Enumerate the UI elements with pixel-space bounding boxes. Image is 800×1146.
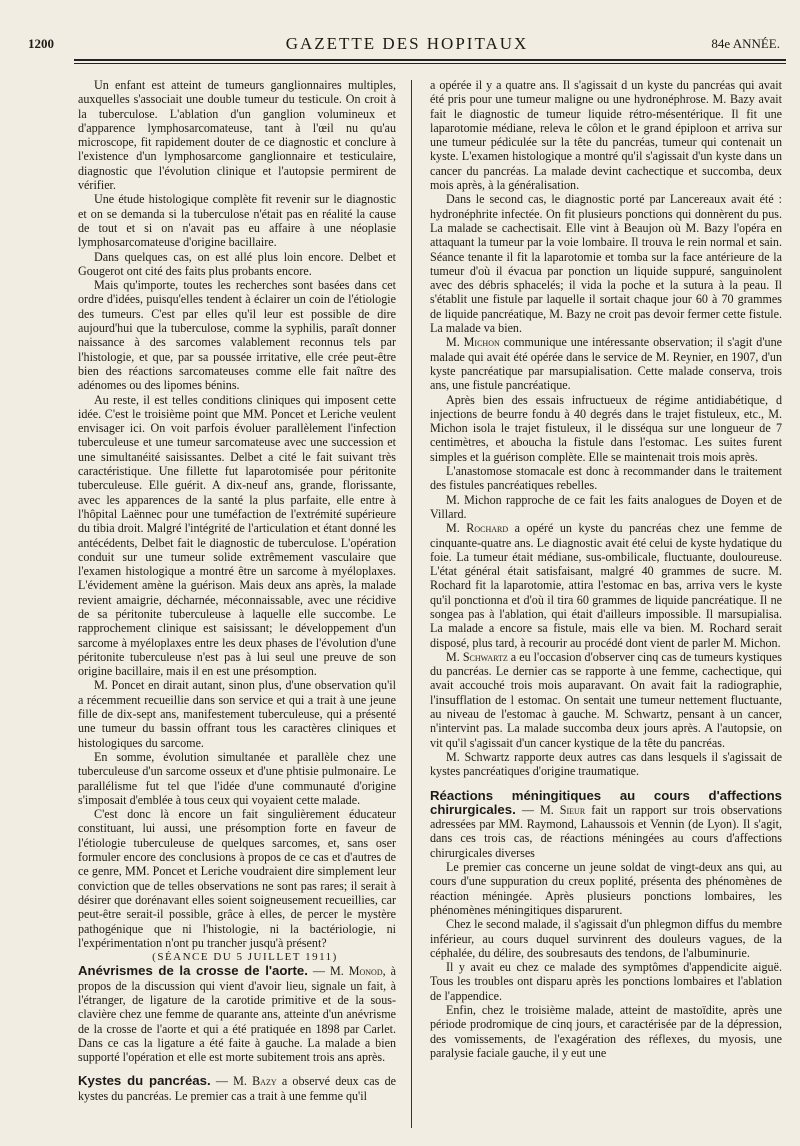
paragraph: L'anastomose stomacale est donc à recommander dans le traitement des fistules pancréatiques rebelles. <box>430 464 782 493</box>
section-text: fait un rapport sur trois observations adressées par MM. Raymond, Lahaussois et Vennin (de Lyon). Il s'agit, dans ces trois cas, de réactions méningées au cours d'affections chirurgicales diverses <box>430 802 782 860</box>
journal-title: GAZETTE DES HOPITAUX <box>285 34 529 53</box>
paragraph: M. Michon communique une intéressante observation; il s'agit d'une malade qui avait été opérée dans le service de M. Reynier, en 1907, d'un kyste pancréatique par marsupialisation. Cette malade conserva, trois ans, une fistule pancréatique. <box>430 335 782 393</box>
author-name: M. Michon <box>446 335 500 350</box>
author-name: M. Bazy <box>233 1074 277 1089</box>
paragraph: a opérée il y a quatre ans. Il s'agissait d un kyste du pancréas qui avait été pris pour une tumeur maligne ou une hydronéphrose. M. Bazy avait fait le diagnostic de tumeur liquide rétro-mésentérique. Il fit une laparotomie médiane, releva le côlon et le grand épiploon et arriva sur une tumeur pédiculée sur la tête du pancréas, tumeur qui contenait un kyste. L'examen histologique a montré qu'il s'agissait d'un kyste dans un cancer du pancréas. La malade devint cachectique et succomba, deux mois après, à la généralisation. <box>430 78 782 193</box>
author-name: M. Monod, <box>329 964 386 979</box>
sitting-date: (SÉANCE DU 5 JUILLET 1911) <box>152 951 338 964</box>
paragraph: Dans quelques cas, on est allé plus loin encore. Delbet et Gougerot ont cité des faits plus probants encore. <box>78 249 396 278</box>
section-title-pancreas: Kystes du pancréas. <box>78 1073 211 1089</box>
section-title-aneurysm: Anévrismes de la crosse de l'aorte. <box>78 963 308 979</box>
header-rule-thin <box>74 63 786 64</box>
paragraph: Un enfant est atteint de tumeurs ganglionnaires multiples, auxquelles s'associait une double tumeur du testicule. On croit à la tuberculose. L'ablation d'un ganglion volumineux et d'apparence lymphosarcomateuse, tant à l'œil nu qu'au microscope, fit rapidement douter de ce diagnostic et conclure à l'existence d'un lymphosarcome ganglionnaire et testiculaire, diagnostic que l'évolution clinique et l'autopsie permirent de vérifier. <box>78 78 396 193</box>
page-number: 1200 <box>28 36 54 51</box>
column-divider <box>411 80 412 1128</box>
author-name: M. Schwartz <box>446 649 508 664</box>
section-text: à propos de la discussion qui vient d'avoir lieu, signale un fait, à l'étranger, de ligature de la carotide primitive et de la sous-clavière chez une femme de quarante ans, atteinte d'un anévrisme de la crosse de l'aorte et qui a été pratiquée en 1898 par Carlet. Dans ce cas la ligature a été faite à gauche. La malade a bien supporté l'opération et elle est morte subitement trois ans après. <box>78 964 396 1065</box>
paragraph: M. Schwartz rapporte deux autres cas dans lesquels il s'agissait de kystes pancréatiques d'origine traumatique. <box>430 749 782 779</box>
paragraph: M. Michon rapproche de ce fait les faits analogues de Doyen et de Villard. <box>430 492 782 521</box>
paragraph: Le premier cas concerne un jeune soldat de vingt-deux ans qui, au cours d'une suppuration du creux poplité, présenta des phénomènes de réaction méningée. Après plusieurs ponctions lombaires, les phénomènes méningitiques disparurent. <box>430 860 782 917</box>
paragraph: Il y avait eu chez ce malade des symptômes d'appendicite aiguë. Tous les troubles ont disparu après les ponctions lombaires et l'ablation de l'appendice. <box>430 960 782 1003</box>
paragraph: M. Schwartz a eu l'occasion d'observer cinq cas de tumeurs kystiques du pancréas. Le dernier cas se rapporte à une femme, cachectique, qui avait accouché trois mois auparavant. On avait fait la radiographie, l'insufflation de l estomac. On sentait une tumeur nettement fluctuante, au niveau de l'estomac à gauche. M. Schwartz, pensant à un cancer, n'intervint pas. La malade succomba deux jours après. A l'autopsie, on vit qu'il s'agissait d'un cancer kystique de la tête du pancréas. <box>430 649 782 750</box>
paragraph: En somme, évolution simultanée et parallèle chez une tuberculeuse d'un sarcome osseux et d'une phtisie pulmonaire. Le parallélisme fut tel que l'idée d'une communauté d'origine s'imposait d'emblée à tous ceux qui voyaient cette malade. <box>78 749 396 807</box>
paragraph: Enfin, chez le troisième malade, atteint de mastoïdite, après une période prodromique de cinq jours, et caractérisée par de la dépression, des vomissements, de l'exagération des réflexes, du myosis, une paralysie faciale gauche, il y eut une <box>430 1003 782 1060</box>
section-text: a observé deux cas de kystes du pancréas. Le premier cas a trait à une femme qu'il <box>78 1074 396 1103</box>
paragraph: M. Poncet en dirait autant, sinon plus, d'une observation qu'il a récemment recueillie dans son service et qui a trait à une jeune fille de dix-sept ans, manifestement tuberculeuse, qui a présenté une tumeur du bassin offrant tous les caractères cliniques et histologiques du sarcome. <box>78 678 396 750</box>
paragraph: Mais qu'importe, toutes les recherches sont basées dans cet ordre d'idées, puisqu'elles tendent à éclairer un coin de l'étiologie des tumeurs. C'est par elles qu'il leur est possible de dire aujourd'hui que la tuberculose, comme la syphilis, paraît donner naissance à des sarcomes valablement reconnus tels par l'histologie, et que, par sa poussée irritative, elle crée peut-être bien des réactions sarcomateuses comme elle fait naître des adénomes ou des lipomes bénins. <box>78 278 396 393</box>
paragraph: Au reste, il est telles conditions cliniques qui imposent cette idée. C'est le troisième point que MM. Poncet et Leriche veulent envisager ici. On voit parfois évoluer parallèlement l'infection tuberculeuse et une tumeur sarcomateuse avec une succession et une simultanéité saisissantes. Delbet a cité le fait suivant très caractéristique. Une fillette fut laparotomisée pour péritonite tuberculeuse. Elle guérit. A dix-neuf ans, grande, florissante, avec les apparences de la santé la plus parfaite, elle entre à l'hôpital Laënnec pour une tuméfaction de l'extrémité supérieure du tibia droit. Malgré l'intégrité de l'articulation et étant donné les antécédents, Delbet fait le diagnostic de tuberculose. L'opération conduit sur une tumeur solide extrêmement vasculaire que l'examen histologique a montré être un sarcome à myéloplaxes. L'évidement amène la guérison. Mais deux ans après, la malade revient amaigrie, décharnée, méconnaissable, avec une récidive de sa péritonite tuberculeuse à laquelle elle succombe. Le rapprochement clinique est saisissant; le développement d'un sarcome à myéloplaxes entre les deux phases de l'évolution d'une péritonite tuberculeuse n'est pas à lui seul une preuve de son origine bacillaire, mais il en est une présomption. <box>78 392 396 679</box>
header-rule-thick <box>74 59 786 61</box>
section-title-reactions: Réactions méningitiques au cours d'affections chirurgicales. <box>430 787 782 817</box>
running-header <box>28 34 786 56</box>
volume-year: 84e ANNÉE. <box>711 36 780 51</box>
paragraph: M. Rochard a opéré un kyste du pancréas chez une femme de cinquante-quatre ans. Le diagnostic avait été celui de kyste hydatique du foie. La tumeur était médiane, sus-ombilicale, fluctuante, douloureuse. L'état général était satisfaisant, malgré 40 grammes de sucre. M. Rochard fit la laparotomie, attira l'estomac en bas, arriva vers le kyste qu'il ponctionna et d'où il tira 60 grammes de liquide pancréatique. Il ne songea pas à l'ablation, qui était d'ailleurs impossible. Il marsupialisa. La malade a encore sa fistule, mais elle va bien. M. Rochard serait disposé, plus tard, à recourir au procédé dont vient de parler M. Michon. <box>430 521 782 650</box>
left-column: Un enfant est atteint de tumeurs ganglionnaires multiples, auxquelles s'associait une double tumeur du testicule. On croit à la tuberculose. L'ablation d'un ganglion volumineux et d'apparence lymphosarcomateuse, tant à l'œil nu qu'au microscope, fit rapidement douter de ce diagnostic et conclure à l'existence d'un lymphosarcome ganglionnaire et testiculaire, diagnostic que l'évolution clinique et l'autopsie permirent de vérifier. Une étude histologique complète fit revenir sur le diagnostic et on se demanda si la tuberculose n'était pas en réalité la cause de tout et si on n'avait pas eu affaire à une néoplasie lymphosarcomateuse d'origine bacillaire. Dans quelques cas, on est allé plus loin encore. Delbet et Gougerot ont cité des faits plus probants encore. Mais qu'importe, toutes les recherches sont basées dans cet ordre d'idées, puisqu'elles tendent à éclairer un coin de l'étiologie des tumeurs. C'est par elles qu'il leur est possible de dire aujourd'hui que la tuberculose, comme la syphilis, paraît donner naissance à des sarcomes valablement reconnus tels par l'histologie, et que, par sa poussée irritative, elle crée peut-être bien des réactions sarcomateuses comme elle fait naître des adénomes ou des lipomes bénins. Au reste, il est telles conditions cliniques qui imposent cette idée. C'est le troisième point que MM. Poncet et Leriche veulent envisager ici. On voit parfois évoluer parallèlement l'infection tuberculeuse et une tumeur sarcomateuse avec une succession et une simultanéité saisissantes. Delbet a cité le fait suivant très caractéristique. Une fillette fut laparotomisée pour péritonite tuberculeuse. Elle guérit. A dix-neuf ans, grande, florissante, avec les apparences de la santé la plus parfaite, elle entre à l'hôpital Laënnec pour une tuméfaction de l'extrémité supérieure du tibia droit. Malgré l'intégrité de l'articulation et étant donné les antécédents, Delbet fait le diagnostic de tuberculose. L'opération conduit sur une tumeur solide extrêmement vasculaire que l'examen histologique a montré être un sarcome à myéloplaxes. L'évidement amène la guérison. Mais deux ans après, la malade revient amaigrie, décharnée, méconnaissable, avec une récidive de sa péritonite tuberculeuse à laquelle elle succombe. Le rapprochement clinique est saisissant; le développement d'un sarcome à myéloplaxes entre les deux phases de l'évolution d'une péritonite tuberculeuse n'est pas à lui seul une preuve de son origine bacillaire, mais il en est une présomption. M. Poncet en dirait autant, sinon plus, d'une observation qu'il a récemment recueillie dans son service et qui a trait à une jeune fille de dix-sept ans, manifestement tuberculeuse, qui a présenté une tumeur du bassin offrant tous les caractères cliniques et histologiques du sarcome. En somme, évolution simultanée et parallèle chez une tuberculeuse d'un sarcome osseux et d'une phtisie pulmonaire. Le parallélisme fut tel que l'idée d'une communauté d'origine s'imposait d'emblée à tous ceux qui voyaient cette malade. C'est donc là encore un fait singulièrement éducateur constituant, lui aussi, une présomption forte en faveur de l'étiologie tuberculeuse de quelques sarcomes, et, sans oser formuler encore des conclusions à propos de ce cas et d'autres de ce genre, MM. Poncet et Leriche voudraient dire simplement leur conviction que de telles observations ne sont pas rares; il serait à désirer que dorénavant elles soient soigneusement recueillies, car peut-être serait-il possible, grâce à elles, de percer le mystère pathogénique que ni l'histologie, ni la bactériologie, ni l'expérimentation n'ont pu trancher jusqu'à présent? (SÉANCE DU 5 JUILLET 1911) Anévrismes de la crosse de l'aorte. — M. Monod, à propos de la discussion qui vient d'avoir lieu, signale un fait, à l'étranger, de ligature de la carotide primitive et de la sous-clavière chez une femme de quarante ans, atteinte d'un anévrisme de la crosse de l'aorte et qui a été pratiquée en 1898 par Carlet. Dans ce cas la ligature a été faite à gauche. La malade a bien supporté l'opération et elle est morte subitement trois ans après. Kystes du pancréas. — M. Bazy a observé deux cas de kystes du pancréas. Le premier cas a trait à une femme qu'il <box>78 78 396 1103</box>
paragraph: C'est donc là encore un fait singulièrement éducateur constituant, lui aussi, une présomption forte en faveur de l'étiologie tuberculeuse de quelques sarcomes, et, sans oser formuler encore des conclusions à propos de ce cas et d'autres de ce genre, MM. Poncet et Leriche voudraient dire simplement leur conviction que de telles observations ne sont pas rares; il serait à désirer que dorénavant elles soient soigneusement recueillies, car peut-être serait-il possible, grâce à elles, de percer le mystère pathogénique que ni l'histologie, ni la bactériologie, ni l'expérimentation n'ont pu trancher jusqu'à présent? <box>78 807 396 950</box>
author-name: M. Rochard <box>446 521 509 536</box>
paragraph: Après bien des essais infructueux de régime antidiabétique, d injections de beurre fondu à 40 degrés dans le trajet fistuleux, etc., M. Michon isola le trajet fistuleux, il le disséqua sur une longueur de 7 centimètres, et aboucha la fistule dans l'estomac. Les suites furent simples et la guérison complète. Elle se maintenait trois mois après. <box>430 392 782 464</box>
author-name: M. Sieur <box>539 802 586 817</box>
right-column: a opérée il y a quatre ans. Il s'agissait d un kyste du pancréas qui avait été pris pour une tumeur maligne ou une hydronéphrose. M. Bazy avait fait le diagnostic de tumeur liquide rétro-mésentérique. Il fit une laparotomie médiane, releva le côlon et le grand épiploon et arriva sur une tumeur pédiculée sur la tête du pancréas, tumeur qui contenait un kyste. L'examen histologique a montré qu'il s'agissait d'un kyste dans un cancer du pancréas. La malade devint cachectique et succomba, deux mois après, à la généralisation. Dans le second cas, le diagnostic porté par Lancereaux avait été : hydronéphrite infectée. On fit plusieurs ponctions qui donnèrent du pus. La malade se cachectisait. Elle vint à Beaujon où M. Bazy l'opéra en attaquant la tumeur par la voie lombaire. Il trouva le rein normal et sain. Séance tenante il fit la laparotomie et tomba sur la face antérieure de la tumeur d'où il évacua par ponction un liquide suppuré, sanguinolent avec des débris sphacelés; il vida la poche et la sutura à la peau. Il s'établit une fistule par laquelle il sortait chaque jour 60 à 70 grammes de liquide pancréatique, M. Bazy ne croit pas devoir fermer cette fistule. La malade va bien. M. Michon communique une intéressante observation; il s'agit d'une malade qui avait été opérée dans le service de M. Reynier, en 1907, d'un kyste pancréatique par marsupialisation. Cette malade conserva, trois ans, une fistule pancréatique. Après bien des essais infructueux de régime antidiabétique, d injections de beurre fondu à 40 degrés dans le trajet fistuleux, etc., M. Michon isola le trajet fistuleux, il le disséqua sur une longueur de 7 centimètres, et aboucha la fistule dans l'estomac. Les suites furent simples et la guérison complète. Elle se maintenait trois mois après. L'anastomose stomacale est donc à recommander dans le traitement des fistules pancréatiques rebelles. M. Michon rapproche de ce fait les faits analogues de Doyen et de Villard. M. Rochard a opéré un kyste du pancréas chez une femme de cinquante-quatre ans. Le diagnostic avait été celui de kyste hydatique du foie. La tumeur était médiane, sus-ombilicale, fluctuante, douloureuse. L'état général était satisfaisant, malgré 40 grammes de sucre. M. Rochard fit la laparotomie, attira l'estomac en bas, arriva vers le kyste qu'il ponctionna et d'où il tira 60 grammes de liquide pancréatique. Il ne songea pas à l'ablation, qui était d'ailleurs impossible. Il marsupialisa. La malade a encore sa fistule, mais elle va bien. M. Rochard serait disposé, plus tard, à recourir au procédé dont vient de parler M. Michon. M. Schwartz a eu l'occasion d'observer cinq cas de tumeurs kystiques du pancréas. Le dernier cas se rapporte à une femme, cachectique, qui avait accouché trois mois auparavant. On avait fait la radiographie, l'insufflation de l estomac. On sentait une tumeur nettement fluctuante, au niveau de l'estomac à gauche. M. Schwartz, pensant à un cancer, n'intervint pas. La malade succomba deux jours après. A l'autopsie, on vit qu'il s'agissait d'un cancer kystique de la tête du pancréas. M. Schwartz rapporte deux autres cas dans lesquels il s'agissait de kystes pancréatiques d'origine traumatique. Réactions méningitiques au cours d'affections chirurgicales. — M. Sieur fait un rapport sur trois observations adressées par MM. Raymond, Lahaussois et Vennin (de Lyon). Il s'agit, dans ces trois cas, de réactions méningées au cours d'affections chirurgicales diverses Le premier cas concerne un jeune soldat de vingt-deux ans qui, au cours d'une suppuration du creux poplité, présenta des phénomènes de réaction méningée. Après plusieurs ponctions lombaires, les phénomènes méningitiques disparurent. Chez le second malade, il s'agissait d'un phlegmon diffus du membre inférieur, au cours duquel survinrent des douleurs vagues, de la céphalée, du délire, des soubresauts des tendons, de l'albuminurie. Il y avait eu chez ce malade des symptômes d'appendicite aiguë. Tous les troubles ont disparu après les ponctions lombaires et l'ablation de l'appendice. Enfin, chez le troisième malade, atteint de mastoïdite, après une période prodromique de cinq jours, et caractérisée par de la dépression, des vomissements, de l'exagération des réflexes, du myosis, une paralysie faciale gauche, il y eut une <box>430 78 782 1060</box>
paragraph: Dans le second cas, le diagnostic porté par Lancereaux avait été : hydronéphrite infectée. On fit plusieurs ponctions qui donnèrent du pus. La malade se cachectisait. Elle vint à Beaujon où M. Bazy l'opéra en attaquant la tumeur par la voie lombaire. Il trouva le rein normal et sain. Séance tenante il fit la laparotomie et tomba sur la face antérieure de la tumeur d'où il évacua par ponction un liquide suppuré, sanguinolent avec des débris sphacelés; il vida la poche et la sutura à la peau. Il s'établit une fistule par laquelle il sortait chaque jour 60 à 70 grammes de liquide pancréatique, M. Bazy ne croit pas devoir fermer cette fistule. La malade va bien. <box>430 192 782 336</box>
paragraph: Une étude histologique complète fit revenir sur le diagnostic et on se demanda si la tuberculose n'était pas en réalité la cause de tout et si on n'avait pas eu affaire à une néoplasie lymphosarcomateuse d'origine bacillaire. <box>78 192 396 250</box>
paragraph: Chez le second malade, il s'agissait d'un phlegmon diffus du membre inférieur, au cours duquel survinrent des douleurs vagues, de la céphalée, du délire, des soubresauts des tendons, de l'albuminurie. <box>430 917 782 960</box>
